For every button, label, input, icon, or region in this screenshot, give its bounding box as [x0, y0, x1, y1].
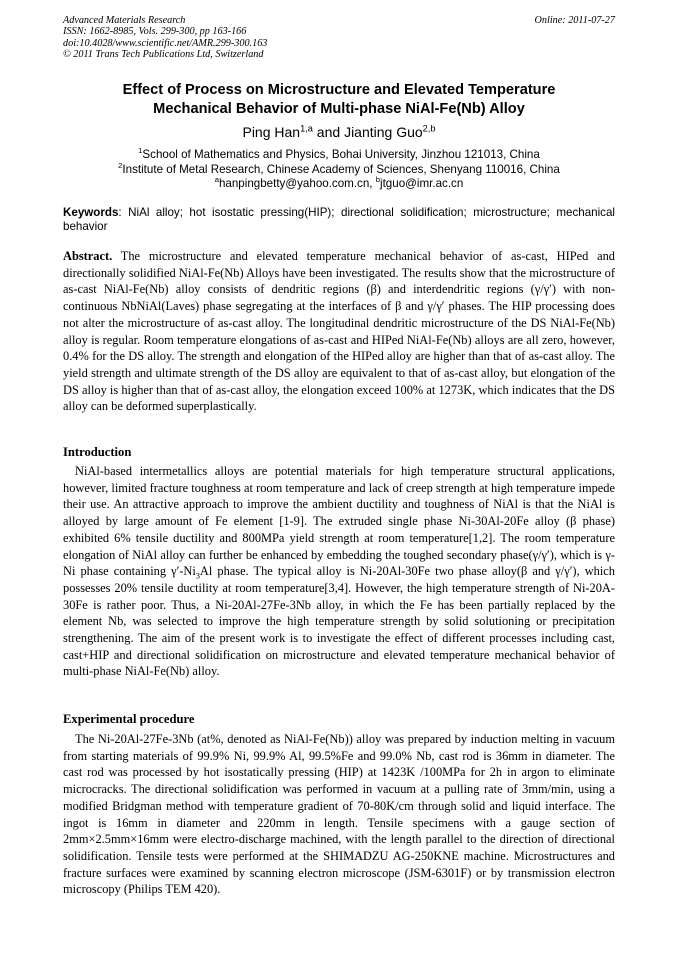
introduction-paragraph — [63, 463, 615, 680]
email-a[interactable]: hanpingbetty@yahoo.com.cn, — [218, 177, 376, 190]
author-2-affil: 2,b — [422, 123, 436, 134]
journal-header — [63, 15, 615, 61]
email-b-mark: b — [375, 175, 380, 185]
journal-issn: ISSN: 1662-8985, Vols. 299-300, pp 163-166 — [63, 26, 247, 38]
abstract — [63, 248, 615, 415]
affiliation-1-text: School of Mathematics and Physics, Bohai University, Jinzhou 121013, China — [142, 148, 540, 161]
author-list — [63, 123, 615, 141]
journal-doi: doi:10.4028/www.scientific.net/AMR.299-300.163 — [63, 37, 268, 49]
journal-copyright: © 2011 Trans Tech Publications Ltd, Switzerland — [63, 49, 264, 61]
title-line-1: Effect of Process on Microstructure and Elevated Temperature — [122, 82, 556, 98]
introduction-text-2: Al phase. The typical alloy is Ni-20Al-30Fe two phase alloy(β and γ/γ′), which possesses 20% tensile ductility at room temperature[3,4]. However, the high temperature strength of Ni-20A-30Fe is rather poor. Thus, a Ni-20Al-27Fe-3Nb alloy, in which the Fe has been partially replaced by the element Nb, was selected to improve the high temperature strength by solid solutioning or precipitation strengthening. The aim of the present work is to investigate the effect of different processes including cast, cast+HIP and directional solidification on microstructure and elevated temperature mechanical behavior of multi-phase NiAl-Fe(Nb) alloy. — [63, 564, 615, 679]
author-2-name: Jianting Guo — [344, 124, 423, 140]
email-b[interactable]: jtguo@imr.ac.cn — [380, 177, 464, 190]
emails — [63, 177, 615, 192]
email-a-mark: a — [214, 175, 219, 185]
introduction-subscript: 3 — [195, 571, 200, 581]
affiliation-1-mark: 1 — [138, 146, 143, 156]
author-1-affil: 1,a — [300, 123, 313, 134]
experimental-paragraph: The Ni-20Al-27Fe-3Nb (at%, denoted as NiAl-Fe(Nb)) alloy was prepared by induction melting in vacuum from starting materials of 99.9% Ni, 99.9% Al, 99.5%Fe and 99.0% Nb, cast rod is 36mm in diameter. The cast rod was processed by hot isostatically pressing (HIP) at 1423K /100MPa for 2h in argon to eliminate microcracks. The directional solidification was performed in vacuum at a pulling rate of 3mm/min, using a modified Bridgman method with temperature gradient of 70-80K/cm through solid and liquid interface. The ingot is 16mm in diameter and 220mm in length. Tensile specimens with a gauge section of 2mm×2.5mm×16mm were electro-discharge machined, with the length parallel to the direction of directional solidification. Tensile tests were performed at the SHIMADZU AG-250KNE machine. Microstructures and fracture surfaces were examined by scanning electron microscope (JSM-6301F) or by transmission electron microscopy (Philips TEM 420). — [63, 732, 615, 897]
title-line-2: Mechanical Behavior of Multi-phase NiAl-Fe(Nb) Alloy — [153, 101, 525, 117]
affiliation-1 — [63, 148, 615, 163]
paper-title — [63, 81, 615, 119]
keywords — [63, 206, 615, 235]
affiliations — [63, 148, 615, 192]
introduction-heading: Introduction — [63, 445, 132, 459]
keywords-text: : NiAl alloy; hot isostatic pressing(HIP); directional solidification; microstructure; mechanical behavior — [63, 206, 615, 234]
keywords-label: Keywords — [63, 206, 119, 219]
affiliation-2-text: Institute of Metal Research, Chinese Academy of Sciences, Shenyang 110016, China — [122, 162, 560, 176]
author-1-name: Ping Han — [242, 124, 301, 140]
affiliation-2-mark: 2 — [118, 160, 123, 170]
abstract-text: The microstructure and elevated temperature mechanical behavior of as-cast, HIPed and directionally solidified NiAl-Fe(Nb) Alloys have been investigated. The results show that the microstructure of as-cast NiAl-Fe(Nb) alloy consists of dendritic regions (β) and interdendritic regions (γ/γ′) with non-continuous NbNiAl(Laves) phase segregating at the interfaces of β and γ/γ′ phases. The HIP processing does not alter the microstructure of as-cast alloy. The longitudinal dendritic microstructure of the DS NiAl-Fe(Nb) alloy is regular. Room temperature elongations of as-cast and HIPed NiAl-Fe(Nb) alloys are all zero, however, 0.4% for the DS alloy. The strength and elongation of the HIPed alloy are higher than that of as-cast alloy. The yield strength and ultimate strength of the DS alloy are equivalent to that of as-cast alloy, but elongation of the DS alloy is higher than that of as-cast alloy, the elongation exceed 100% at 1273K, which indicates that the DS alloy can be deformed superplastically. — [63, 249, 615, 414]
abstract-label: Abstract. — [63, 249, 113, 263]
introduction-text-1: NiAl-based intermetallics alloys are potential materials for high temperature structural applications, however, limited fracture toughness at room temperature and lack of creep strength at high temperature impede their use. An attractive approach to improve the ambient ductility and toughness of NiAl is that the NiAl is alloyed by large amount of Fe element [1-9]. The extruded single phase Ni-30Al-20Fe alloy (β phase) exhibited 6% tensile ductility and 800MPa yield strength at room temperature[1,2]. The room temperature elongation of NiAl alloy can further be enhanced by embedding the toughed secondary phase(γ/γ′), which is γ-Ni phase containing γ′-Ni — [63, 464, 615, 579]
online-date: Online: 2011-07-27 — [534, 15, 615, 26]
experimental-heading: Experimental procedure — [63, 712, 195, 726]
journal-name: Advanced Materials Research — [63, 15, 186, 26]
author-conjunction: and — [312, 124, 345, 140]
affiliation-2 — [63, 160, 615, 178]
